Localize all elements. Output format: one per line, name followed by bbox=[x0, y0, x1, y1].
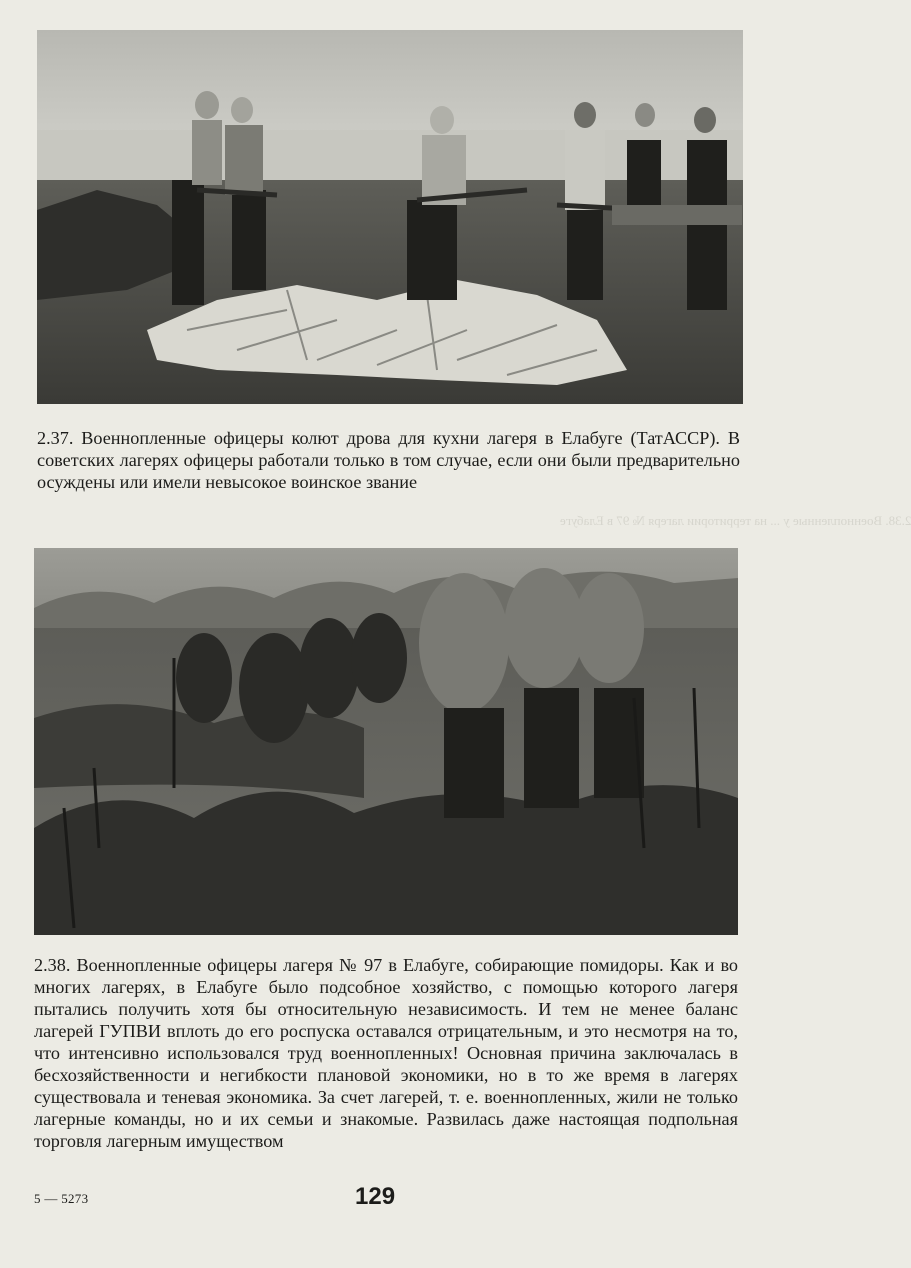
bleed-through-text: 2.38. Военнопленные у ... на территории лагеря № 97 в Елабуге bbox=[560, 513, 911, 528]
photo-tomato-harvest bbox=[34, 548, 738, 935]
photo-firewood-splitting bbox=[37, 30, 743, 404]
page-number: 129 bbox=[355, 1183, 396, 1210]
figure-caption-2-38: 2.38. Военнопленные офицеры лагеря № 97 в Елабуге, собирающие помидоры. Как и во многих лагерях, в Елабуге было подсобное хозяйство, с помощью которого лагеря пытались получить хотя бы относительную независимость. И тем не менее баланс лагерей ГУПВИ вплоть до его роспуска оставался отрицательным, и это несмотря на то, что интенсивно использовался труд военнопленных! Основная причина заключалась в бесхозяйственности и негибкости плановой экономики, но в то же время в лагерях существовала и теневая экономика. За счет лагерей, т. е. военнопленных, жили не только лагерные команды, но и их семьи и знакомые. Развилась даже настоящая подпольная торговля лагерным имуществом bbox=[34, 955, 738, 1151]
print-code: 5 — 5273 bbox=[34, 1191, 89, 1206]
figure-caption-2-37: 2.37. Военнопленные офицеры колют дрова для кухни лагеря в Елабуге (ТатАССР). В советских лагерях офицеры работали только в том случае, если они были предварительно осуждены или имели невысокое воинское звание bbox=[37, 428, 740, 492]
